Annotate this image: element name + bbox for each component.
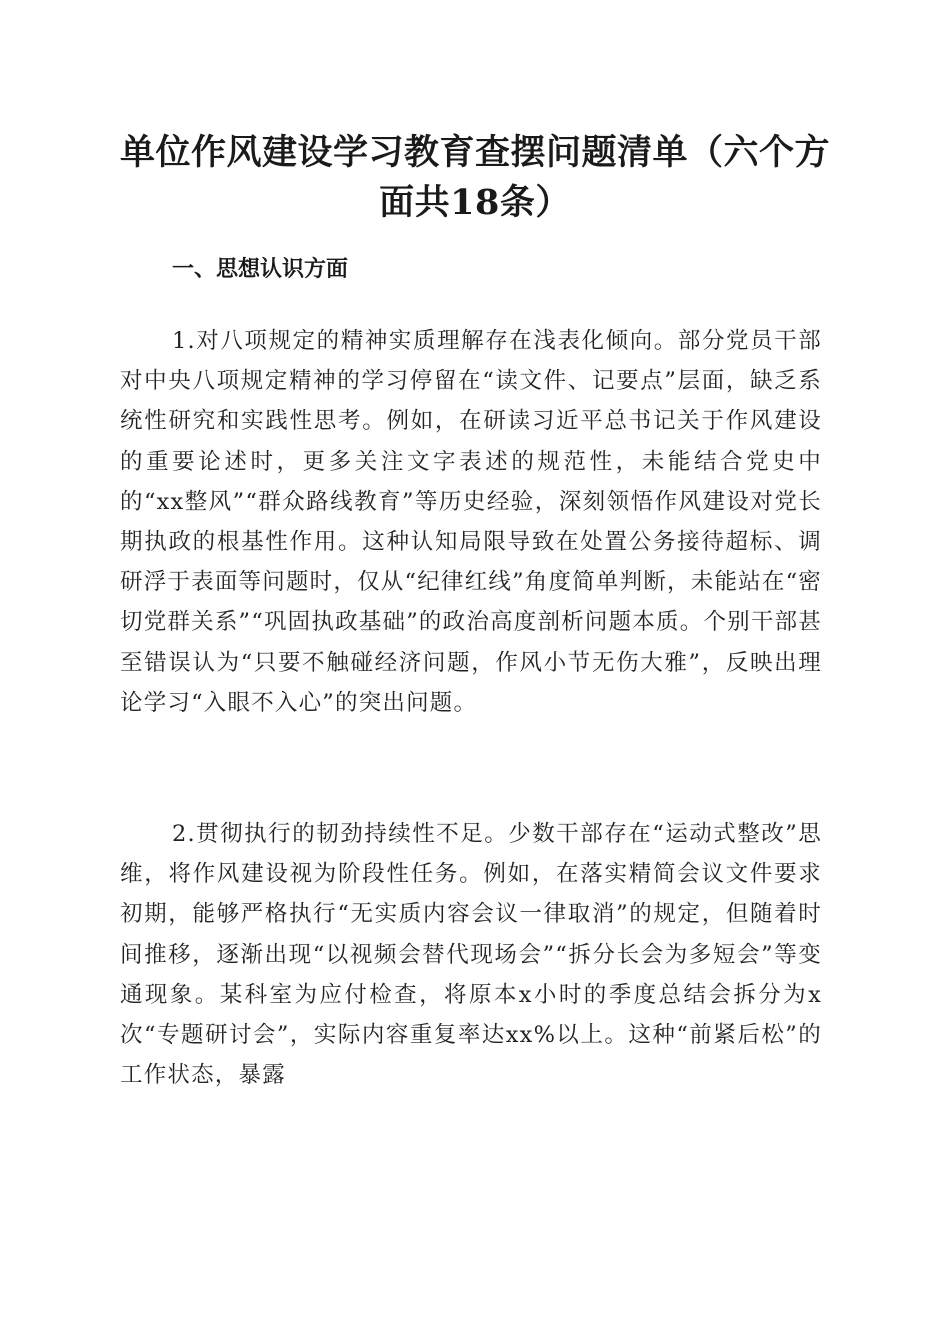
- paragraph-item-2: 2.贯彻执行的韧劲持续性不足。少数干部存在“运动式整改”思维，将作风建设视为阶段性任务。例如，在落实精简会议文件要求初期，能够严格执行“无实质内容会议一律取消”的规定，但随着时间推移，逐渐出现“以视频会替代现场会”“拆分长会为多短会”等变通现象。某科室为应付检查，将原本x小时的季度总结会拆分为x次“专题研讨会”，实际内容重复率达xx%以上。这种“前紧后松”的工作状态，暴露: [120, 821, 822, 1089]
- document-title: 单位作风建设学习教育查摆问题清单（六个方面共18条）: [119, 132, 830, 223]
- section-heading: 一、思想认识方面: [172, 257, 349, 282]
- paragraph-item-1: 1.对八项规定的精神实质理解存在浅表化倾向。部分党员干部对中央八项规定精神的学习停留在“读文件、记要点”层面，缺乏系统性研究和实践性思考。例如，在研读习近平总书记关于作风建设的重要论述时，更多关注文字表述的规范性，未能结合党史中的“xx整风”“群众路线教育”等历史经验，深刻领悟作风建设对党长期执政的根基性作用。这种认知局限导致在处置公务接待超标、调研浮于表面等问题时，仅从“纪律红线”角度简单判断，未能站在“密切党群关系”“巩固执政基础”的政治高度剖析问题本质。个别干部甚至错误认为“只要不触碰经济问题，作风小节无伤大雅”，反映出理论学习“入眼不入心”的突出问题。: [120, 328, 822, 716]
